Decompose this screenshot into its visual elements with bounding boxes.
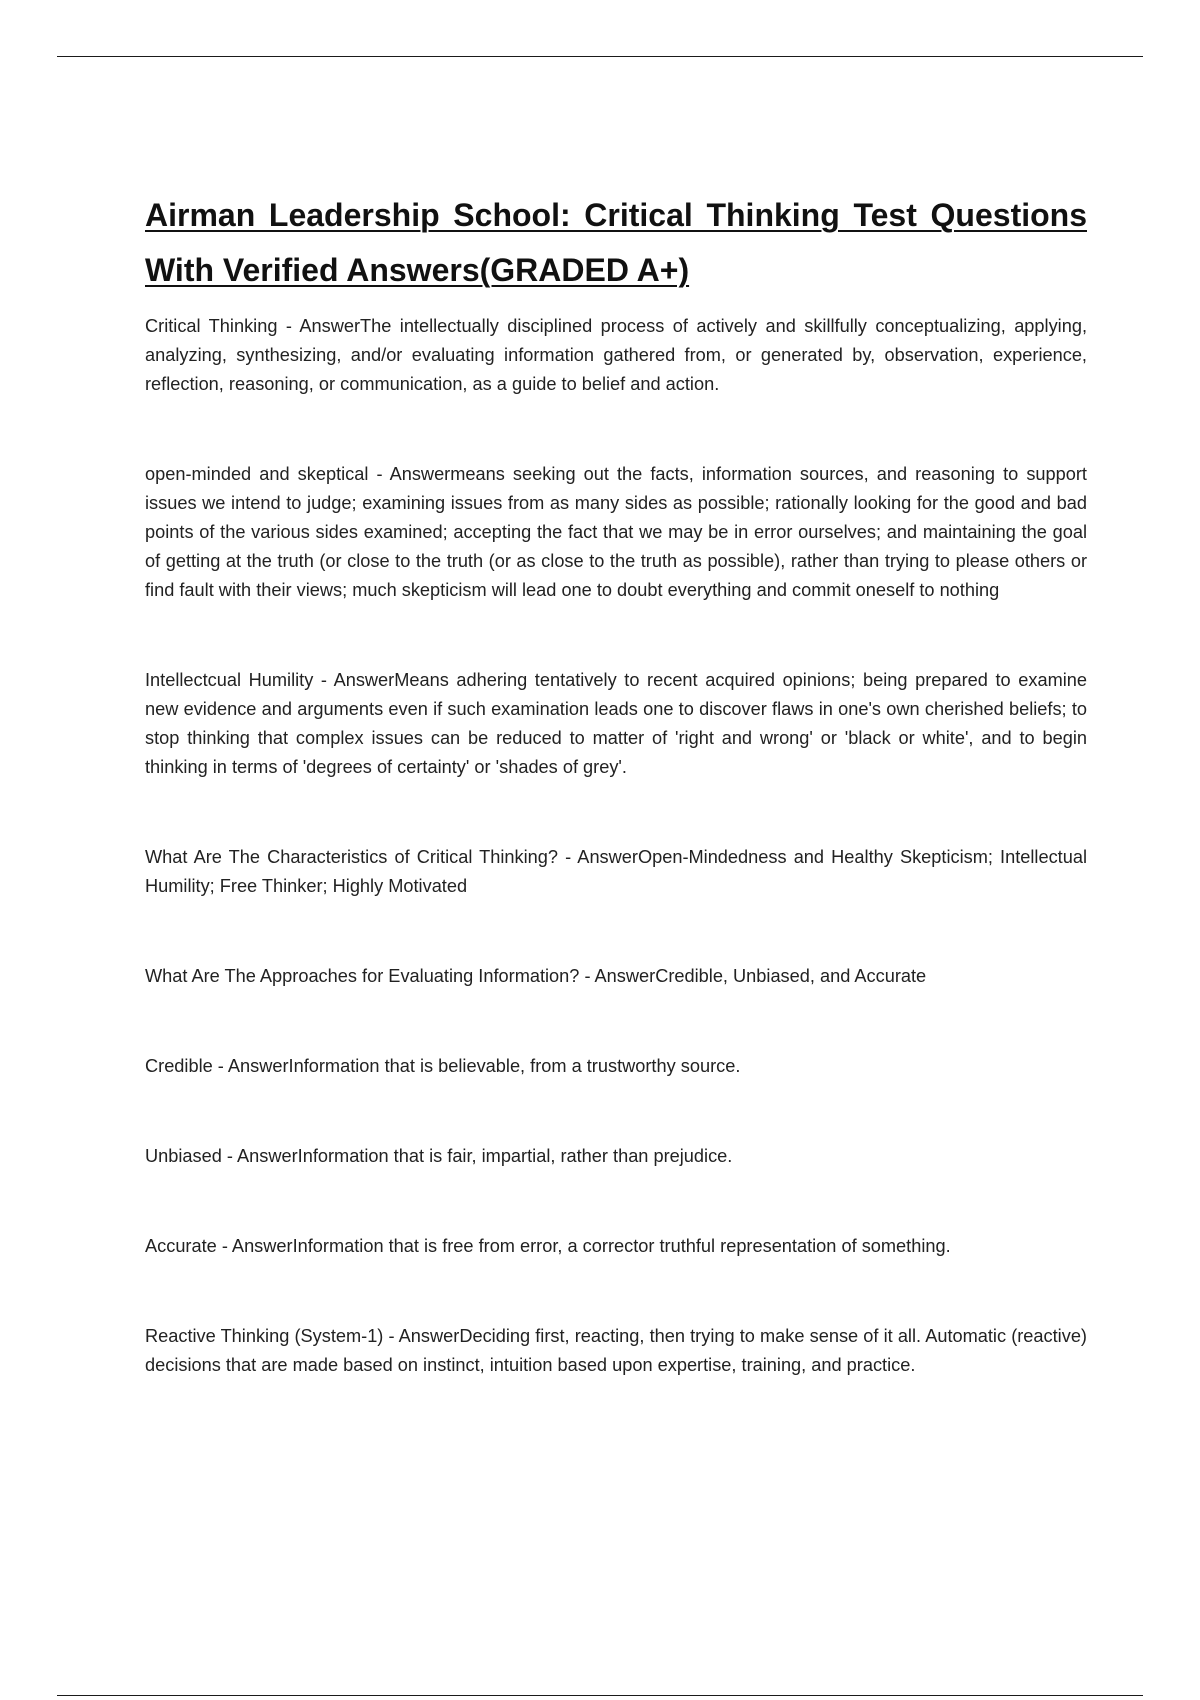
- qa-entry: open-minded and skeptical - Answermeans seeking out the facts, information sources, and reasoning to support issues we intend to judge; examining issues from as many sides as possible; rationally looking for the good and bad points of the various sides examined; accepting the fact that we may be in error ourselves; and maintaining the goal of getting at the truth (or close to the truth (or as close to the truth as possible), rather than trying to please others or find fault with their views; much skepticism will lead one to doubt everything and commit oneself to nothing: [145, 464, 1087, 600]
- qa-entry: Unbiased - AnswerInformation that is fair, impartial, rather than prejudice.: [145, 1146, 733, 1166]
- footer-rule: [57, 1695, 1143, 1696]
- header-rule: [57, 56, 1143, 57]
- qa-entry: Intellectcual Humility - AnswerMeans adhering tentatively to recent acquired opinions; being prepared to examine new evidence and arguments even if such examination leads one to discover flaws in one's own cherished beliefs; to stop thinking that complex issues can be reduced to matter of 'right and wrong' or 'black or white', and to begin thinking in terms of 'degrees of certainty' or 'shades of grey'.: [145, 670, 1087, 777]
- qa-entry: Accurate - AnswerInformation that is free from error, a corrector truthful representation of something.: [145, 1236, 951, 1256]
- qa-entry: Reactive Thinking (System-1) - AnswerDeciding first, reacting, then trying to make sense of it all. Automatic (reactive) decisions that are made based on instinct, intuition based upon expertise, training, and practice.: [145, 1326, 1087, 1375]
- document-title: Airman Leadership School: Critical Thinking Test Questions With Verified Answers(GRADED A+): [145, 197, 1087, 288]
- qa-entry: Critical Thinking - AnswerThe intellectually disciplined process of actively and skillfully conceptualizing, applying, analyzing, synthesizing, and/or evaluating information gathered from, or generated by, observation, experience, reflection, reasoning, or communication, as a guide to belief and action.: [145, 316, 1087, 394]
- qa-entry: What Are The Characteristics of Critical Thinking? - AnswerOpen-Mindedness and Healthy Skepticism; Intellectual Humility; Free Thinker; Highly Motivated: [145, 847, 1087, 896]
- qa-entry: Credible - AnswerInformation that is believable, from a trustworthy source.: [145, 1056, 741, 1076]
- qa-entries: [145, 312, 1087, 1380]
- document-body: [145, 188, 1087, 1380]
- qa-entry: What Are The Approaches for Evaluating Information? - AnswerCredible, Unbiased, and Accurate: [145, 966, 927, 986]
